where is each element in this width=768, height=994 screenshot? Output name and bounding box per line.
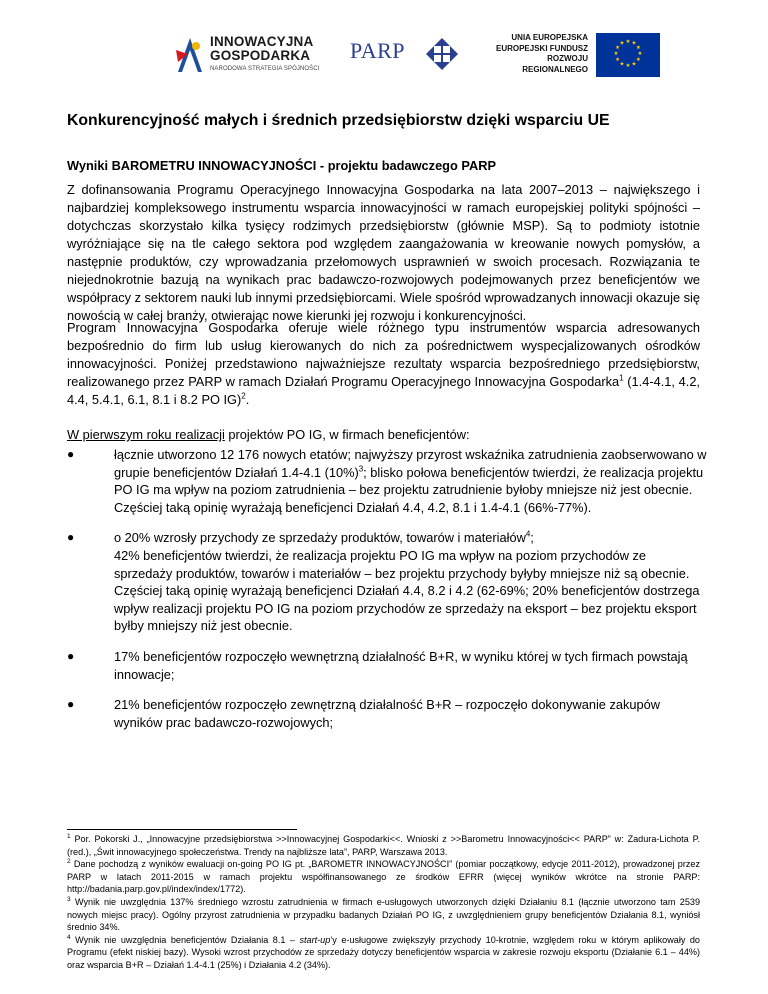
svg-text:★: ★ bbox=[619, 61, 625, 68]
eu-flag-icon bbox=[596, 33, 660, 77]
bullet-1-part1: łącznie utworzono 12 176 nowych etatów; najwyższy przyrost wskaźnika zatrudnienia zaobserwowano w grupie beneficjentów Działań 1.4-4.1 (10%) bbox=[114, 447, 707, 480]
document-subtitle: Wyniki BAROMETRU INNOWACYJNOŚCI - projektu badawczego PARP bbox=[67, 158, 496, 173]
header-logos bbox=[0, 26, 768, 86]
paragraph-2-part1: Program Innowacyjna Gospodarka oferuje wiele różnego typu instrumentów wsparcia adresowanych bezpośrednio do firm lub usług kierowanych do nich za pośrednictwem wyspecjalizowanych ośrodków innowacyjności. Poniżej przedstawiono najważniejsze rezultaty wsparcia bezpośredniego przedsiębiorstw, realizowanego przez PARP w ramach Działań Programu Operacyjnego Innowacyjna Gospodarka bbox=[67, 320, 700, 389]
bullet-3-text: 17% beneficjentów rozpoczęło wewnętrzną działalność B+R, w wyniku której w tych firmach powstają innowacje; bbox=[114, 648, 688, 682]
footnote-ref-2[interactable]: 2 bbox=[241, 391, 246, 401]
paragraph-2-part3: . bbox=[245, 392, 250, 407]
bullet-1-part2: ; blisko połowa beneficjentów twierdzi, że realizacja projektu PO IG ma wpływ na poziom zatrudnienia – bez projektu zatrudnienie byłoby mniejsze niż jest obecnie. Częściej taką opinię wyrażają beneficjenci Działań 4.4, 4.2, 8.1 i 1.4-4.1 (66%-77%). bbox=[114, 464, 704, 515]
footnote-ref-3[interactable]: 3 bbox=[358, 464, 364, 474]
svg-text:★: ★ bbox=[625, 39, 631, 45]
list-item bbox=[67, 696, 707, 731]
intro-line bbox=[67, 427, 470, 442]
ig-logo-line2: GOSPODARKA bbox=[210, 48, 311, 63]
footnote-text-italic: start-up bbox=[299, 934, 331, 945]
footnote-number: 2 bbox=[67, 858, 71, 866]
footnote-text: Por. Pokorski J., „Innowacyjne przedsiębiorstwa >>Innowacyjnej Gospodarki<<. Wnioski z >>Barometru Innowacyjności<< PARP” w: Zadura-Lichota P. (red.), „Świt innowacyjnego społeczeństwa. Trendy na najbliższe lata”, PARP, Warszawa 2013. bbox=[67, 834, 700, 857]
footnote-ref-1[interactable]: 1 bbox=[619, 373, 624, 383]
paragraph-2 bbox=[67, 319, 700, 409]
footnote-ref-4[interactable]: 4 bbox=[525, 530, 531, 540]
bullet-2-line2: 42% beneficjentów twierdzi, że realizacja projektu PO IG ma wpływ na poziom przychodów ze sprzedaży produktów, towarów i materiałów – bez projektu przychody byłyby mniejsze niż są obecnie. Częściej taką opinię wyrażają beneficjenci Działań 4.4, 8.2 i 4.2 (62-69%; 20% beneficjentów dostrzega wpływ realizacji projektu PO IG na poziom przychodów ze sprzedaży na eksport – bez projektu eksport byłby mniejszy niż jest obecnie. bbox=[114, 547, 700, 634]
paragraph-1: Z dofinansowania Programu Operacyjnego Innowacyjna Gospodarka na lata 2007–2013 – największego i najbardziej kompleksowego instrumentu wsparcia innowacyjności w ramach europejskiej polityki spójności – dotychczas skorzystało kilka tysięcy rodzimych przedsiębiorstw (głównie MSP). Są to podmioty istotnie wyróżniające się na tle całego sektora pod względem zaangażowania w kreowanie nowych pomysłów, a następnie produktów, czy wprowadzania przełomowych usprawnień w swoich procesach. Rozwiązania te niejednokrotnie bazują na wynikach prac badawczo-rozwojowych podejmowanych przez beneficjentów we współpracy z sektorem nauki lub innymi przedsiębiorcami. Wiele spośród wprowadzanych innowacji okazuje się nowością w całej branży, otwierając nowe kierunki jej rozwoju i konkurencyjności. bbox=[67, 182, 701, 323]
bullet-2-part2: ; bbox=[530, 530, 534, 546]
eu-logo-line1: UNIA EUROPEJSKA bbox=[511, 33, 588, 42]
intro-rest: projektów PO IG, w firmach beneficjentów: bbox=[224, 427, 470, 442]
footnote-text-part2: ’y e-usługowe zwiększyły przychody 10-krotnie, względem roku w którym aplikowały do Programu (efekt niskiej bazy). Wysoki wzrost przychodów ze sprzedaży dotyczy beneficjentów wsparcia w zakresie rozwoju eksportu (Działanie 6.1 – 44%) oraz wsparcia B+R – Działań 1.4-4.1 (25%) i Działania 4.2 (34%). bbox=[67, 934, 700, 970]
footnote-text: Dane pochodzą z wyników ewaluacji on-going PO IG pt. „BAROMETR INNOWACYJNOŚCI” (pomiar początkowy, edycje 2011-2012), prowadzonej przez PARP w latach 2011-2015 w ramach projektu współfinansowanego ze środków EFRR (więcej wyników wkrótce na stronie PARP: http://badania.parp.gov.pl/index/index/1772). bbox=[67, 859, 700, 895]
footnote-2 bbox=[67, 858, 700, 896]
footnote-1 bbox=[67, 833, 700, 858]
eu-logo-line2: EUROPEJSKI FUNDUSZ bbox=[495, 43, 588, 53]
parp-logo bbox=[350, 36, 470, 76]
svg-text:★: ★ bbox=[619, 40, 625, 47]
list-item bbox=[67, 529, 707, 635]
footnotes bbox=[67, 833, 700, 972]
footnote-separator bbox=[67, 829, 297, 830]
footnote-text-part1: Wynik nie uwzględnia beneficjentów Działania 8.1 – bbox=[70, 934, 300, 945]
svg-text:★: ★ bbox=[637, 51, 643, 57]
svg-text:★: ★ bbox=[631, 61, 637, 68]
footnote-4 bbox=[67, 934, 700, 972]
footnote-number: 4 bbox=[67, 933, 71, 941]
ig-logo-mark-icon bbox=[174, 32, 206, 78]
footnote-3 bbox=[67, 896, 700, 934]
footnote-text: Wynik nie uwzględnia 137% średniego wzrostu zatrudnienia w firmach e-usługowych utworzonych dzięki Działaniu 8.1 (łącznie utworzono tam 2539 nowych miejsc pracy). Ogólny przyrost zatrudnienia w przypadku badanych Działań PO IG, z uwzględnieniem grupy beneficjentów Działania 8.1, wyniósł średnio 34%. bbox=[67, 896, 700, 933]
bullet-icon: ● bbox=[67, 530, 75, 545]
bullet-icon: ● bbox=[67, 648, 75, 663]
parp-logo-mark-icon bbox=[424, 36, 460, 72]
svg-text:★: ★ bbox=[635, 45, 641, 51]
svg-text:★: ★ bbox=[631, 40, 637, 47]
list-item bbox=[67, 648, 707, 683]
eu-logo-text bbox=[488, 33, 588, 75]
bullet-4-text: 21% beneficjentów rozpoczęło zewnętrzną działalność B+R – rozpoczęło dokonywanie zakupów wyników prac badawczo-rozwojowych; bbox=[114, 697, 660, 730]
svg-text:★: ★ bbox=[615, 57, 621, 63]
svg-text:★: ★ bbox=[625, 63, 631, 69]
footnote-number: 3 bbox=[67, 895, 71, 903]
ig-logo-line1: INNOWACYJNA bbox=[210, 34, 314, 49]
bullet-icon: ● bbox=[67, 697, 75, 712]
parp-logo-text: PARP bbox=[350, 38, 406, 63]
document-title: Konkurencyjność małych i średnich przedsiębiorstw dzięki wsparciu UE bbox=[67, 112, 610, 129]
footnote-number: 1 bbox=[67, 832, 71, 840]
paragraph-2-part2: (1.4-4.1, 4.2, 4.4, 5.4.1, 6.1, 8.1 i 8.2 PO IG) bbox=[67, 374, 700, 407]
intro-underlined: W pierwszym roku realizacji bbox=[67, 427, 225, 442]
innowacyjna-gospodarka-logo bbox=[174, 32, 344, 88]
svg-text:★: ★ bbox=[615, 45, 621, 51]
svg-text:★: ★ bbox=[635, 57, 641, 63]
eu-logo-line3: ROZWOJU REGIONALNEGO bbox=[522, 54, 588, 74]
bullet-2-part1: o 20% wzrosły przychody ze sprzedaży produktów, towarów i materiałów bbox=[114, 530, 526, 546]
bullet-icon: ● bbox=[67, 447, 75, 461]
svg-text:★: ★ bbox=[613, 51, 619, 57]
ig-logo-line3: NARODOWA STRATEGIA SPÓJNOŚCI bbox=[210, 66, 320, 72]
eu-logo bbox=[488, 33, 663, 83]
results-list bbox=[67, 446, 707, 744]
list-item bbox=[67, 446, 707, 516]
